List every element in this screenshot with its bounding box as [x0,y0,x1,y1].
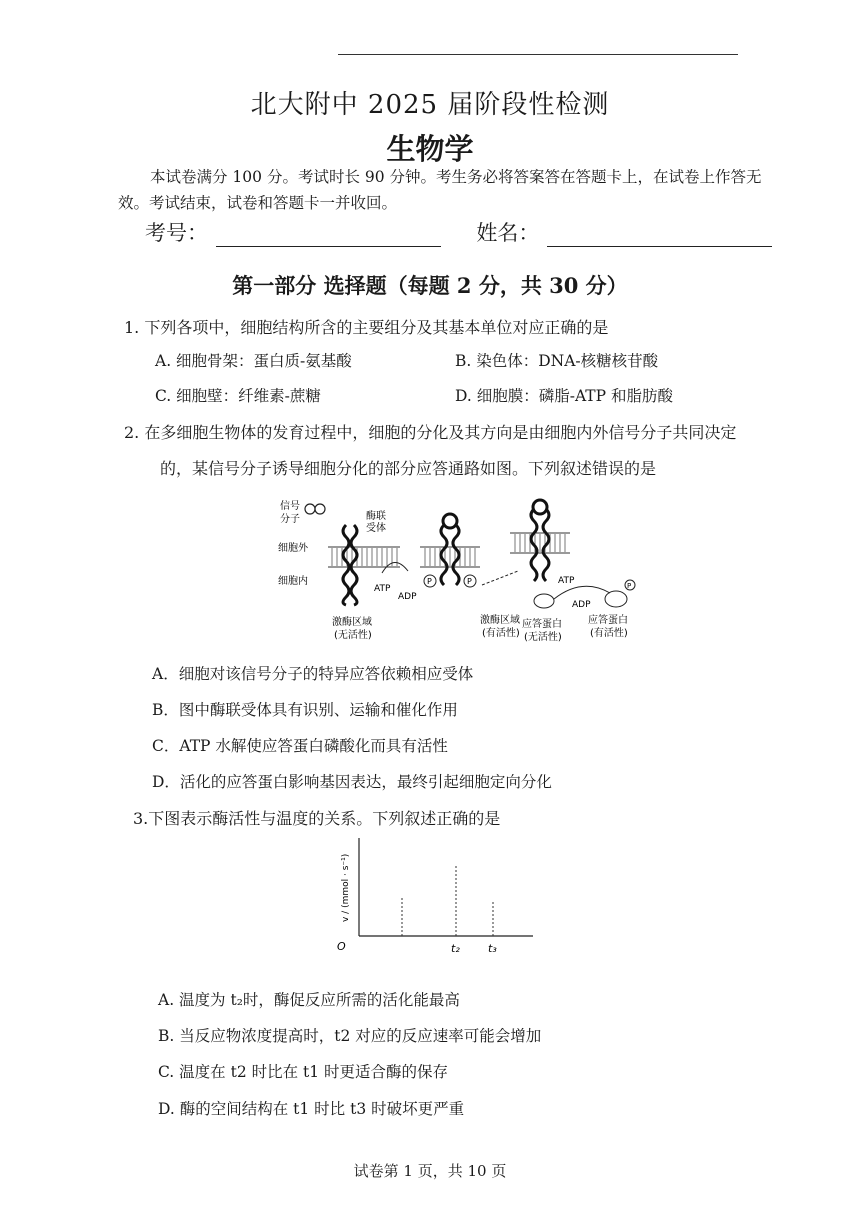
inside-label: 细胞内 [278,576,308,587]
receptor-pathway-figure [270,495,680,655]
name-field[interactable] [547,226,772,247]
receptor-label-2: 受体 [366,523,386,534]
signal-label-2: 分子 [280,514,300,525]
receptor-inactive-icon [343,525,357,605]
question-2-stem-line-2: 的，某信号分子诱导细胞分化的部分应答通路如图。下列叙述错误的是 [160,459,657,478]
kinase-active-label-2: (有活性) [482,628,520,639]
question-2-stem-line-1: 2. 在多细胞生物体的发育过程中，细胞的分化及其方向是由细胞内外信号分子共同决定 [124,423,737,442]
exam-title: 北大附中 2025 届阶段性检测 [250,90,610,120]
enzyme-temperature-figure [325,832,545,962]
header-rule [338,54,738,55]
section-title: 第一部分 选择题（每题 2 分，共 30 分） [232,273,628,298]
origin-label: O [337,940,346,953]
protein-active-label-1: 应答蛋白 [588,615,628,626]
protein-inactive-label-1: 应答蛋白 [522,619,562,630]
response-protein-active-icon [605,591,627,607]
exam-notice: 本试卷满分 100 分。考试时长 90 分钟。考生务必将答案答在答题卡上，在试卷上作答无效。考试结束，试卷和答题卡一并收回。 [118,168,762,212]
question-1-stem: 1. 下列各项中，细胞结构所含的主要组分及其基本单位对应正确的是 [124,318,609,337]
question-1-option-c[interactable]: C. 细胞壁：纤维素-蔗糖 [155,387,321,405]
outside-label: 细胞外 [278,543,308,554]
phosphate-label-1: P [427,577,432,586]
subject-title: 生物学 [386,132,474,166]
receptor-label-1: 酶联 [366,511,386,522]
question-3-option-a[interactable]: A. 温度为 t₂时，酶促反应所需的活化能最高 [158,991,460,1009]
page-footer: 试卷第 1 页，共 10 页 [353,1162,507,1180]
adp-label-2: ADP [572,600,591,610]
exam-number-field[interactable] [216,226,441,247]
cell-membrane [328,533,570,567]
question-2-option-a[interactable]: A．细胞对该信号分子的特异应答依赖相应受体 [152,665,474,683]
question-1-option-d[interactable]: D. 细胞膜：磷脂-ATP 和脂肪酸 [455,387,674,405]
question-3-option-c[interactable]: C. 温度在 t2 时比在 t1 时更适合酶的保存 [158,1063,449,1081]
t2-label: t₂ [451,942,460,955]
question-3-option-d[interactable]: D. 酶的空间结构在 t1 时比 t3 时破坏更严重 [158,1100,465,1118]
signal-label-1: 信号 [280,501,300,512]
y-axis-label: v / (mmol · s⁻¹) [341,853,351,922]
question-2-option-d[interactable]: D．活化的应答蛋白影响基因表达，最终引起细胞定向分化 [152,773,552,791]
question-2-option-c[interactable]: C．ATP 水解使应答蛋白磷酸化而具有活性 [152,737,448,755]
question-1-option-b[interactable]: B. 染色体：DNA-核糖核苷酸 [455,352,659,370]
protein-active-label-2: (有活性) [590,628,628,639]
question-1-option-a[interactable]: A. 细胞骨架：蛋白质-氨基酸 [155,352,352,370]
phosphate-label-2: P [467,577,472,586]
phosphorylation-arrow-2 [554,586,610,599]
phosphorylation-arrow-1 [382,562,408,573]
kinase-active-label-1: 激酶区域 [480,615,520,626]
atp-label-1: ATP [374,584,391,594]
candidate-info-row [145,217,772,247]
adp-label-1: ADP [398,592,417,602]
exam-number-label: 考号： [145,221,208,245]
question-2-option-b[interactable]: B．图中酶联受体具有识别、运输和催化作用 [152,701,458,719]
protein-inactive-label-2: (无活性) [524,632,562,643]
transition-arrow [482,571,518,585]
atp-label-2: ATP [558,576,575,586]
kinase-inactive-label-2: (无活性) [334,630,372,641]
phosphate-label-3: P [627,582,632,590]
kinase-inactive-label-1: 激酶区域 [332,617,372,628]
name-label: 姓名： [476,221,540,245]
signal-molecule-icon [305,504,325,514]
question-3-option-b[interactable]: B. 当反应物浓度提高时，t2 对应的反应速率可能会增加 [158,1027,542,1045]
t3-label: t₃ [488,942,497,955]
question-3-stem: 3.下图表示酶活性与温度的关系。下列叙述正确的是 [133,809,501,828]
response-protein-inactive-icon [534,594,554,608]
